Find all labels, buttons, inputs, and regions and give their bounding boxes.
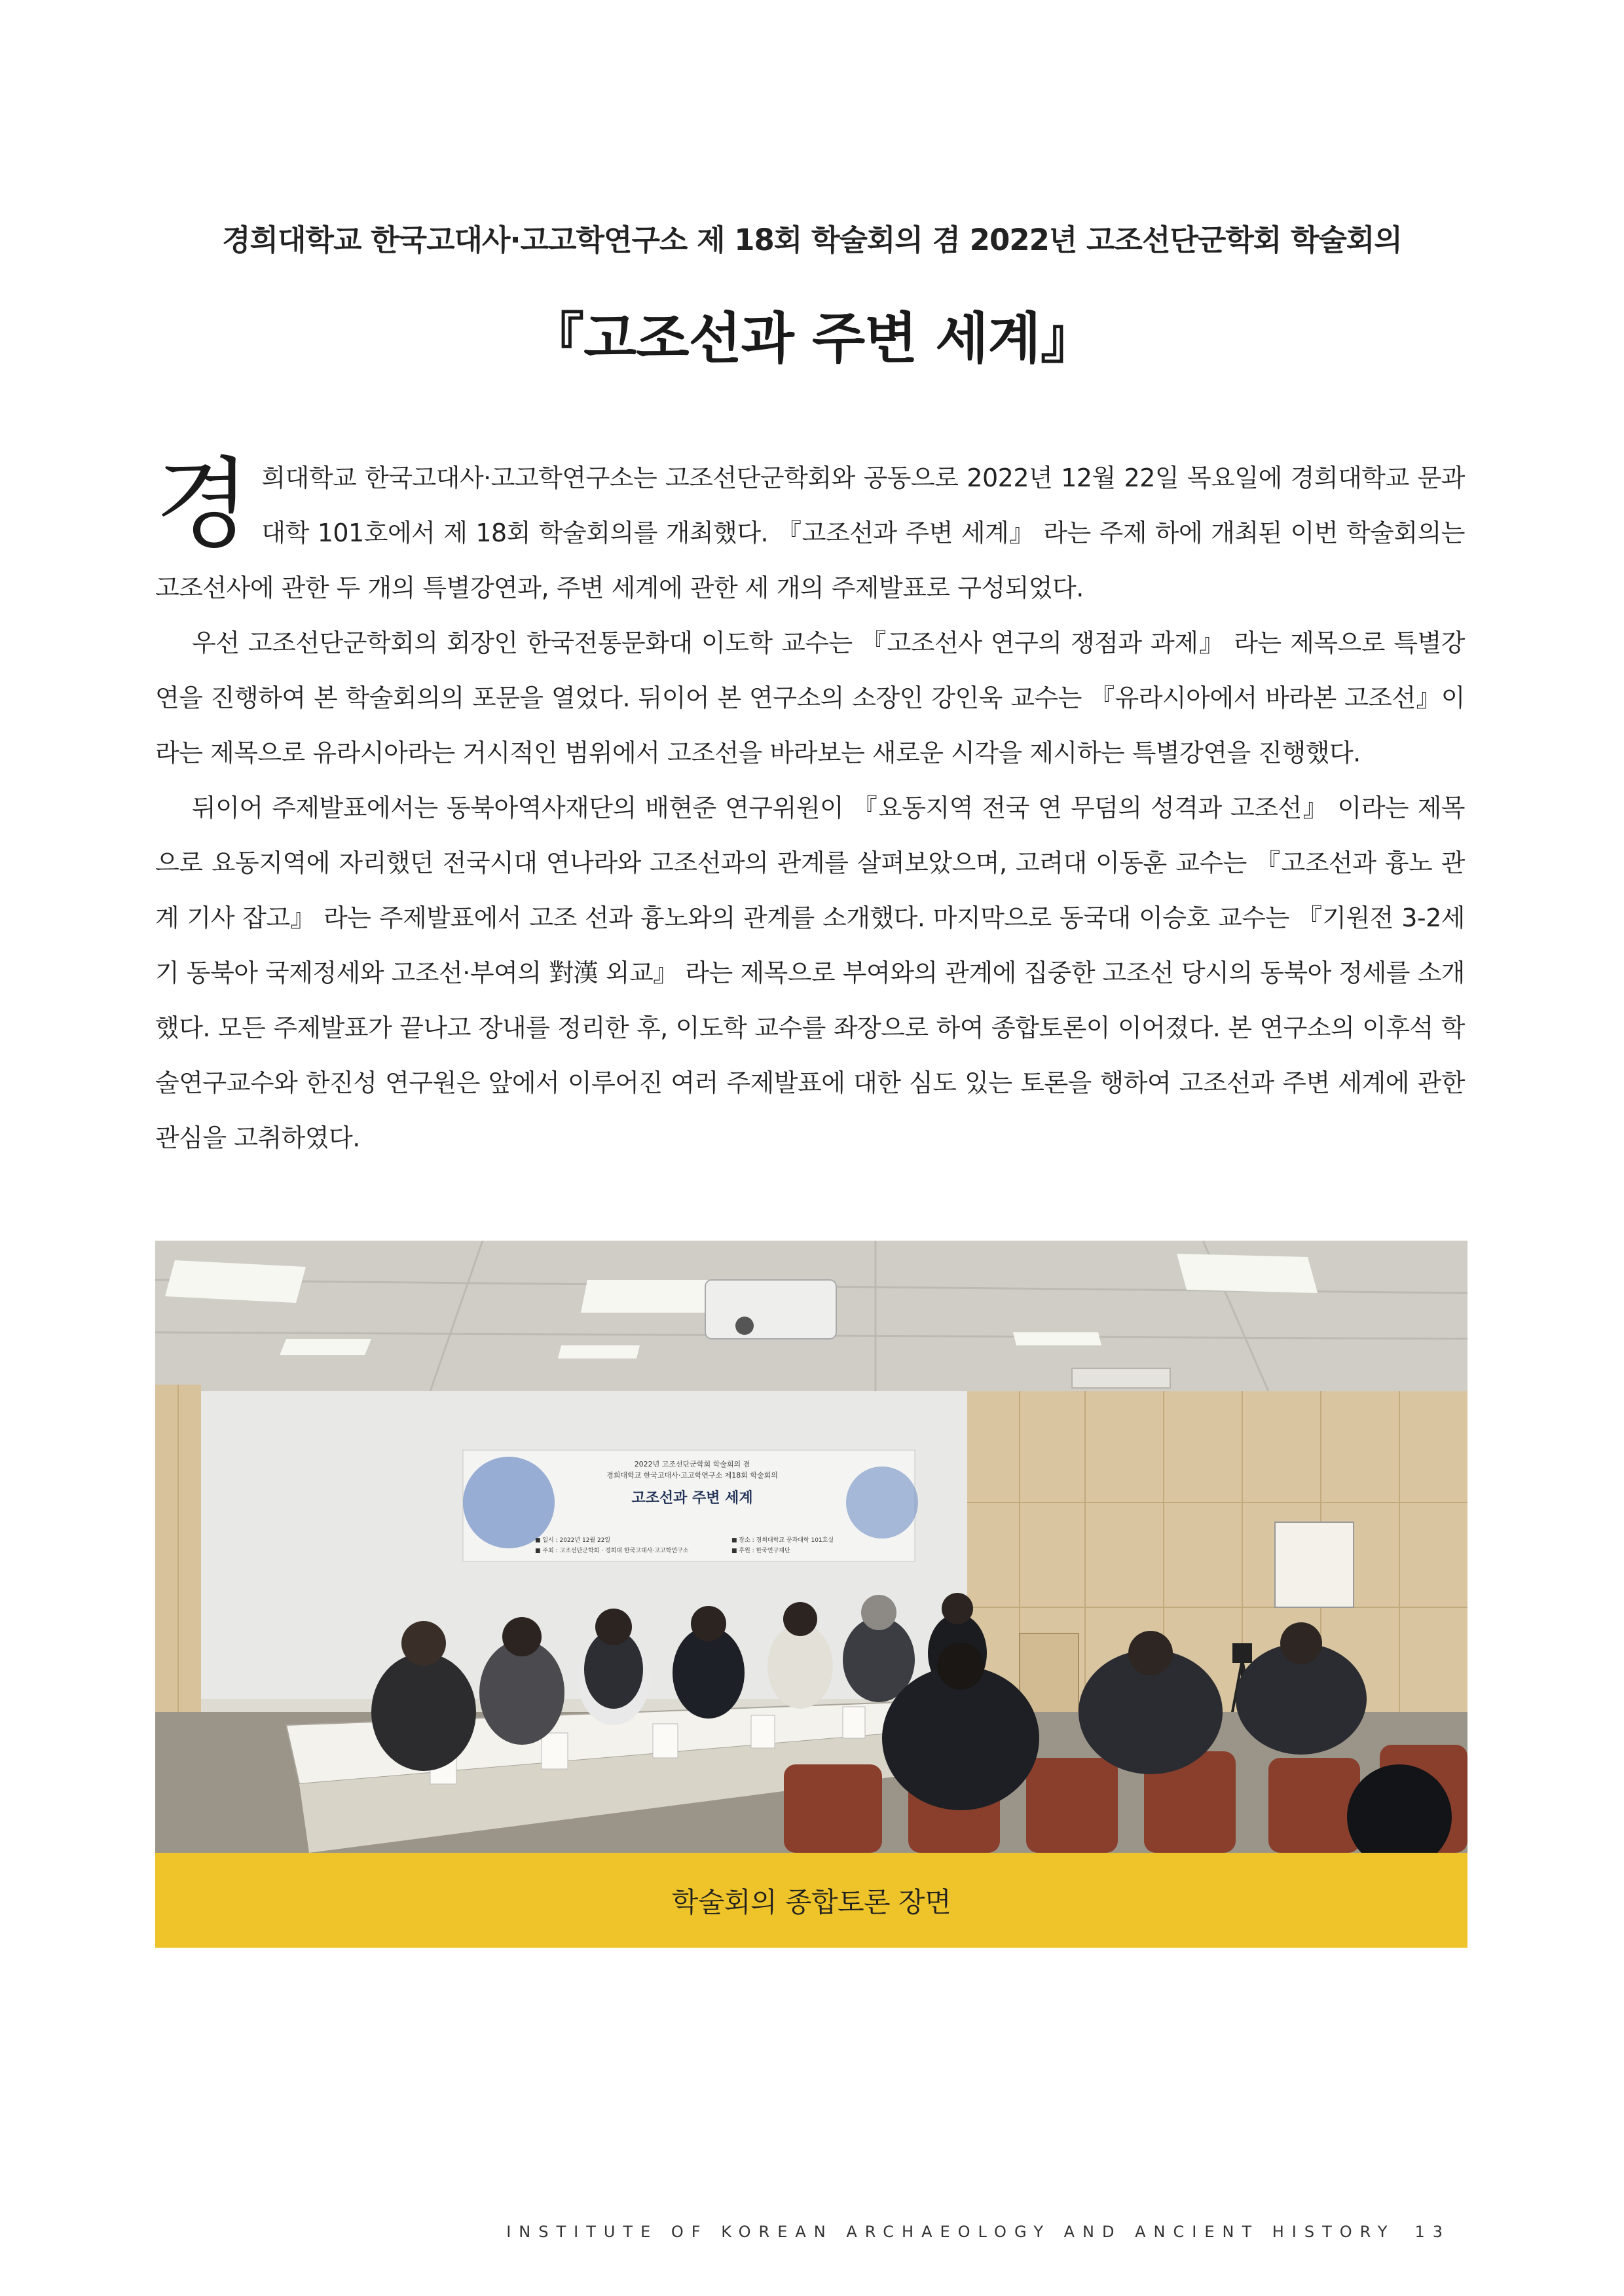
paragraph-2: 우선 고조선단군학회의 회장인 한국전통문화대 이도학 교수는 『고조선사 연구의 쟁점과 과제』 라는 제목으로 특별강연을 진행하여 본 학술회의의 포문을 열었다. 뒤이어 본 연구소의 소장인 강인욱 교수는 『유라시아에서 바라본 고조선』이라는 제목으로 유라시아라는 거시적인 범위에서 고조선을 바라보는 새로운 시각을 제시하는 특별강연을 진행했다. [155,629,1465,767]
event-banner [463,1450,918,1561]
banner-line-1: 2022년 고조선단군학회 학술회의 겸 [634,1460,750,1468]
photo-caption: 학술회의 종합토론 장면 [671,1886,951,1918]
paragraph-1-text: 희대학교 한국고대사·고고학연구소는 고조선단군학회와 공동으로 2022년 12월 22일 목요일에 경희대학교 문과대학 101호에서 제 18회 학술회의를 개최했다. 『고조선과 주변 세계』 라는 주제 하에 개최된 이번 학술회의는 고조선사에 관한 두 개의 특별강연과, 주변 세계에 관한 세 개의 주제발표로 구성되었다. [155,464,1465,602]
banner-sponsor: ■ 후원 : 한국연구재단 [731,1548,790,1554]
page-footer [506,2223,1450,2241]
event-subtitle: 경희대학교 한국고대사·고고학연구소 제 18회 학술회의 겸 2022년 고조선단군학회 학술회의 [222,223,1402,257]
article-body [155,450,1465,1165]
paragraph-1 [155,450,1465,615]
banner-place: ■ 장소 : 경희대학교 문과대학 101호실 [731,1537,834,1544]
drop-cap: 경 [155,448,250,562]
photo-caption-bar [155,1853,1467,1948]
page-title: 『고조선과 주변 세계』 [529,306,1095,371]
banner-title: 고조선과 주변 세계 [631,1490,753,1506]
page-number: 13 [1414,2223,1450,2241]
paragraph-3: 뒤이어 주제발표에서는 동북아역사재단의 배현준 연구위원이 『요동지역 전국 연 무덤의 성격과 고조선』 이라는 제목으로 요동지역에 자리했던 전국시대 연나라와 고조선과의 관계를 살펴보았으며, 고려대 이동훈 교수는 『고조선과 흉노 관계 기사 잡고』 라는 주제발표에서 고조 선과 흉노와의 관계를 소개했다. 마지막으로 동국대 이승호 교수는 『기원전 3-2세기 동북아 국제정세와 고조선·부여의 對漢 외교』 라는 제목으로 부여와의 관계에 집중한 고조선 당시의 동북아 정세를 소개했다. 모든 주제발표가 끝나고 장내를 정리한 후, 이도학 교수를 좌장으로 하여 종합토론이 이어졌다. 본 연구소의 이후석 학술연구교수와 한진성 연구원은 앞에서 이루어진 여러 주제발표에 대한 심도 있는 토론을 행하여 고조선과 주변 세계에 관한 관심을 고취하였다. [155,793,1465,1152]
banner-host: ■ 주최 : 고조선단군학회 · 경희대 한국고대사·고고학연구소 [535,1548,689,1554]
banner-date: ■ 일시 : 2022년 12월 22일 [535,1537,611,1544]
conference-photo [155,1241,1467,1853]
banner-line-2: 경희대학교 한국고대사·고고학연구소 제18회 학술회의 [606,1471,778,1480]
footer-institute-name: INSTITUTE OF KOREAN ARCHAEOLOGY AND ANCIENT HISTORY [506,2223,1395,2241]
